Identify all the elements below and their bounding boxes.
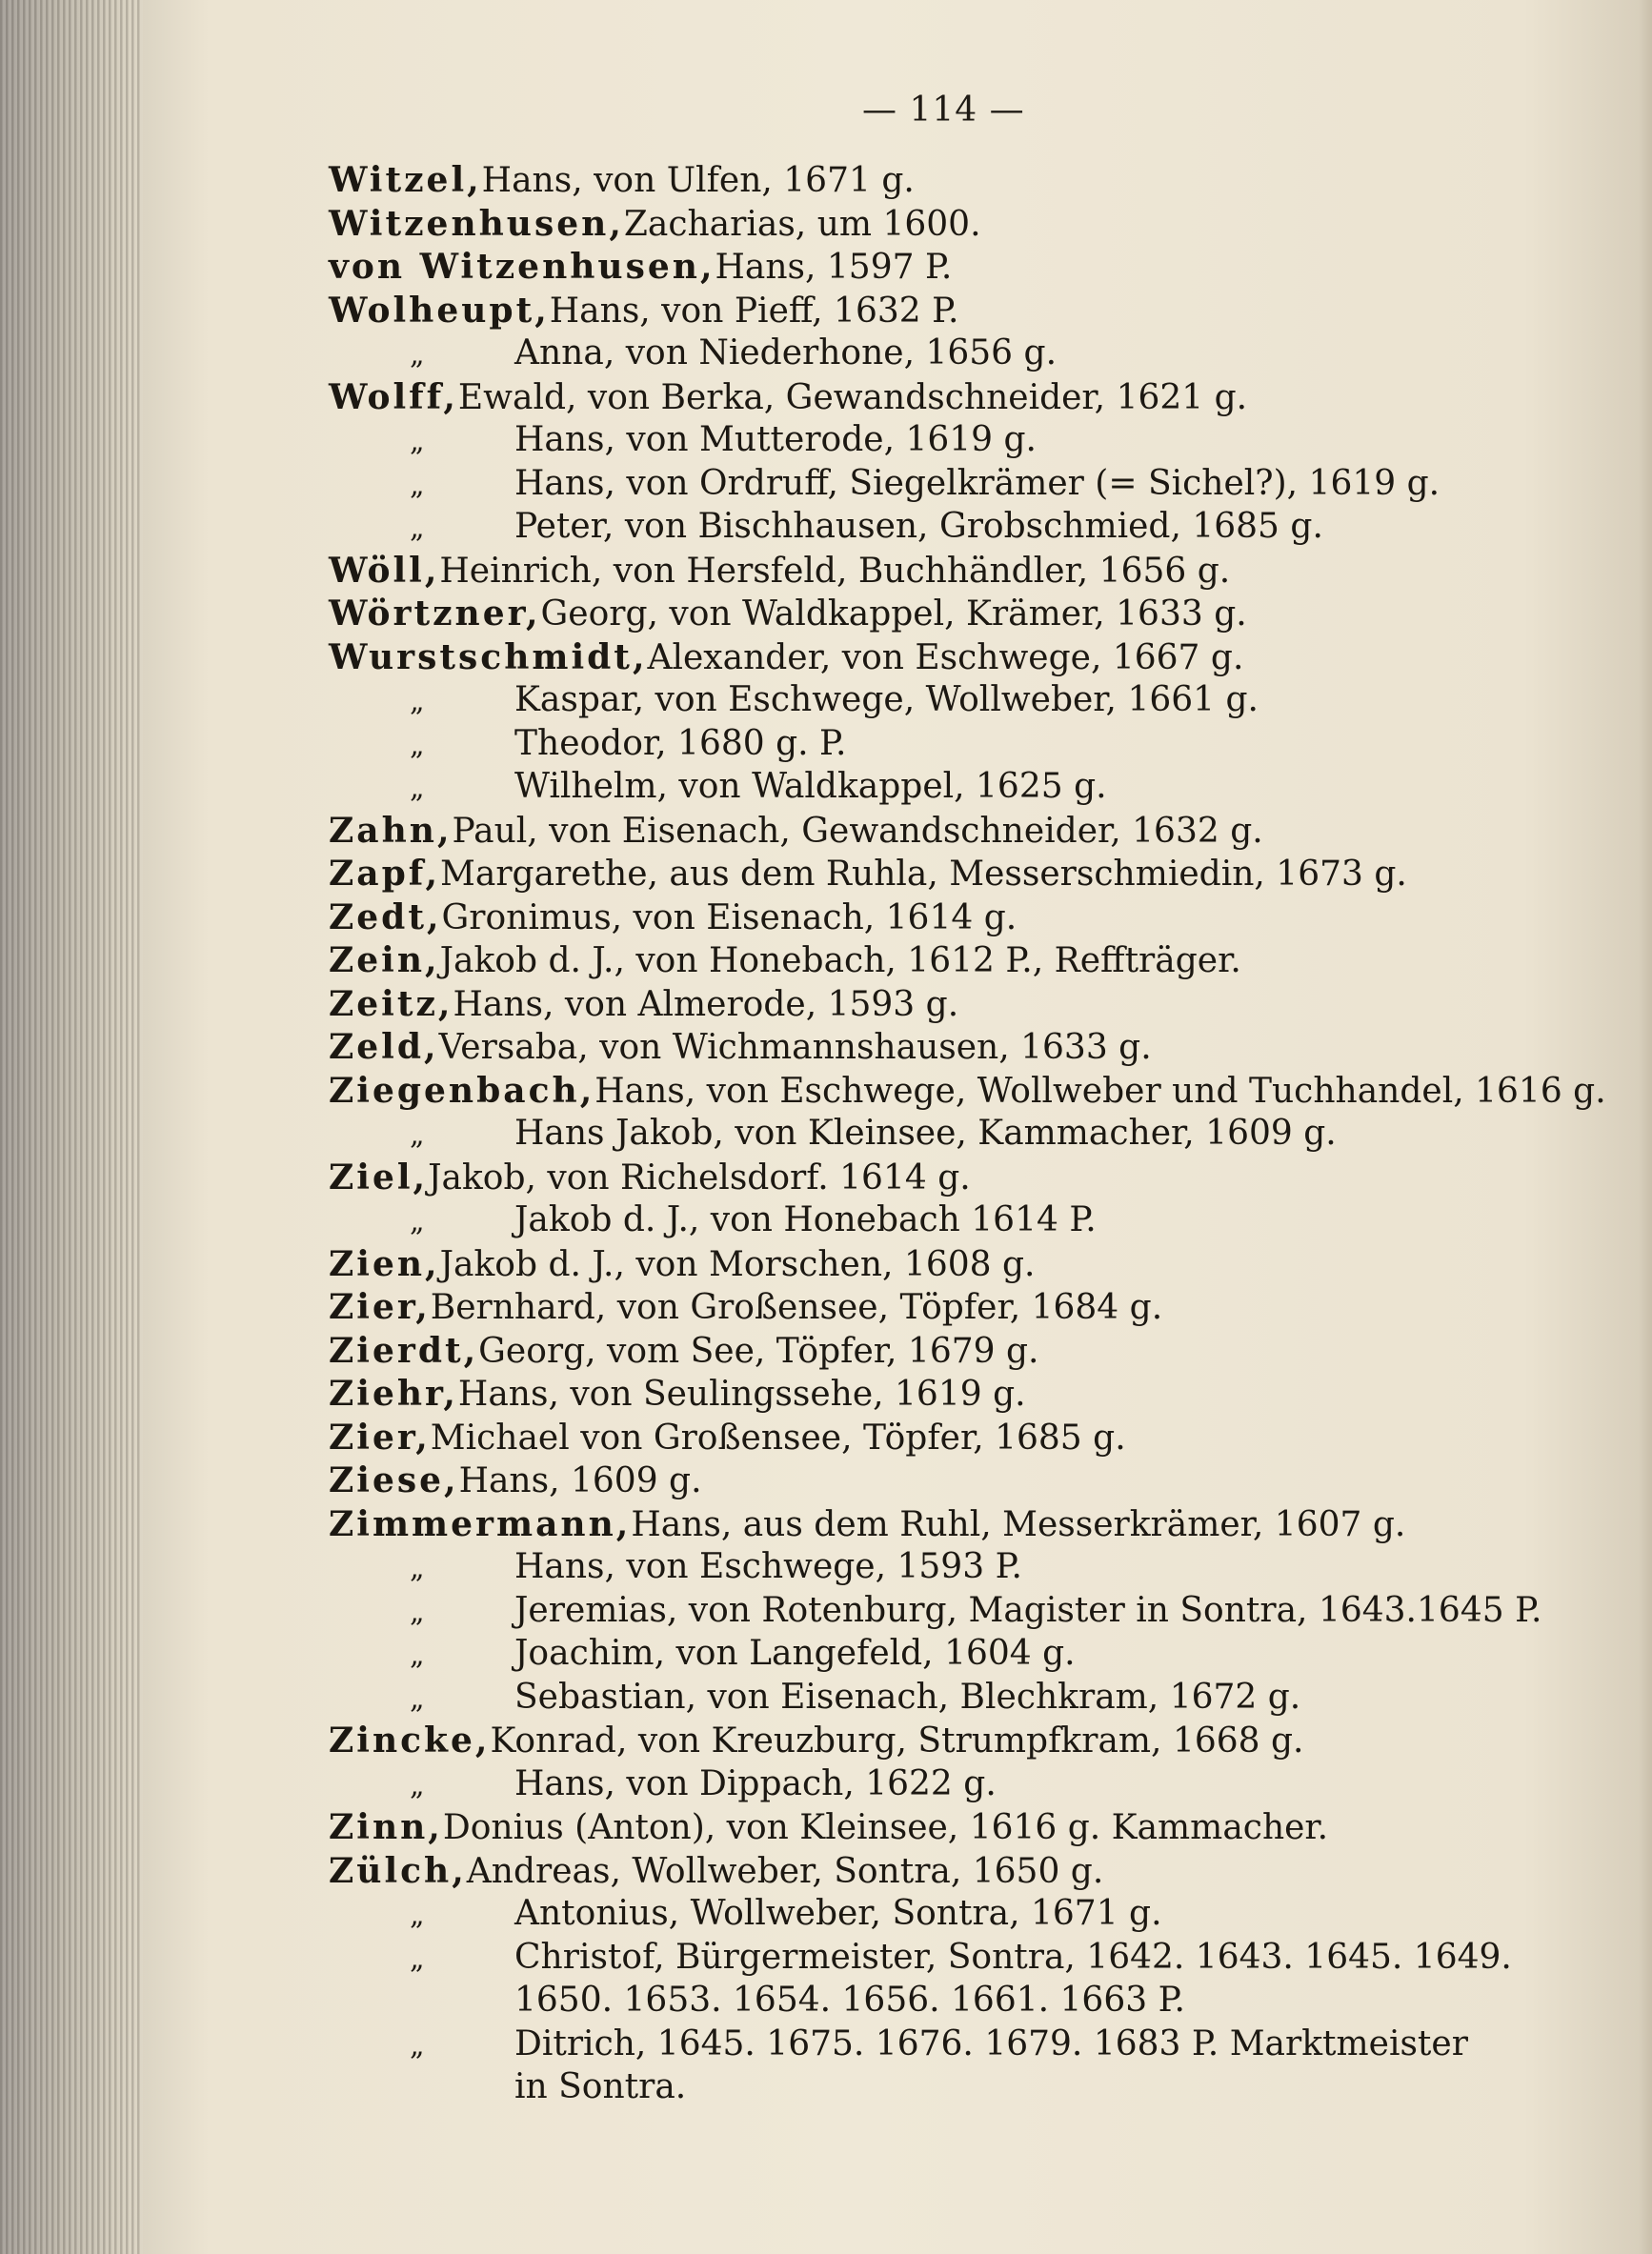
entry-details: Hans, von Eschwege, Wollweber und Tuchhandel, 1616 g.: [594, 1071, 1606, 1111]
entry-details: Anna, von Niederhone, 1656 g.: [514, 333, 1058, 372]
entry-details: Hans, aus dem Ruhl, Messerkrämer, 1607 g.: [631, 1504, 1406, 1544]
page-number: — 114 —: [862, 91, 1025, 130]
entry-line: [329, 1851, 1567, 1895]
entry-line: [329, 1764, 1567, 1808]
entry-details: Antonius, Wollweber, Sontra, 1671 g.: [514, 1894, 1162, 1933]
entry-line: [329, 984, 1567, 1028]
entry-details: Alexander, von Eschwege, 1667 g.: [647, 637, 1244, 677]
entry-details: Hans, von Ordruff, Siegelkrämer (= Sichel?), 1619 g.: [514, 463, 1440, 503]
entry-line: [329, 637, 1567, 681]
entry-line: [329, 1591, 1567, 1635]
ditto-mark: „: [410, 1942, 425, 1976]
surname: Zeitz,: [329, 983, 453, 1024]
entry-line: [329, 897, 1567, 941]
entry-line: [329, 160, 1567, 204]
ditto-mark: „: [410, 1595, 425, 1629]
entry-line: [329, 507, 1567, 551]
entry-line: [329, 767, 1567, 811]
entry-line: [329, 1678, 1567, 1721]
surname: Ziehr,: [329, 1374, 458, 1414]
entry-details: Ditrich, 1645. 1675. 1676. 1679. 1683 P. Marktmeister: [514, 2023, 1468, 2063]
entry-details: Kaspar, von Eschwege, Wollweber, 1661 g.: [514, 680, 1259, 719]
entry-details: Hans, von Seulingssehe, 1619 g.: [457, 1375, 1026, 1414]
surname: Zier,: [329, 1287, 431, 1327]
entry-line: [329, 1938, 1567, 1982]
entry-line: [329, 940, 1567, 984]
entry-details: Hans Jakob, von Kleinsee, Kammacher, 1609 g.: [514, 1114, 1337, 1153]
surname: Ziegenbach,: [329, 1070, 595, 1111]
ditto-mark: „: [410, 1639, 425, 1672]
entry-line: [329, 333, 1567, 377]
entry-line: [329, 1244, 1567, 1288]
entry-line: [329, 291, 1567, 334]
surname: Zierdt,: [329, 1330, 479, 1371]
surname: Wolff,: [329, 376, 458, 417]
entry-line: [329, 1200, 1567, 1244]
entry-line: [329, 1721, 1567, 1764]
entry-line: [329, 1634, 1567, 1678]
entry-line: [329, 811, 1567, 855]
book-spine-edge: [0, 0, 143, 2254]
ditto-mark: „: [410, 1118, 425, 1152]
surname: Zier,: [329, 1417, 431, 1458]
surname: Zimmermann,: [329, 1503, 632, 1544]
entry-details: Christof, Bürgermeister, Sontra, 1642. 1643. 1645. 1649.: [514, 1937, 1512, 1977]
entry-details: Gronimus, von Eisenach, 1614 g.: [441, 897, 1017, 937]
ditto-mark: „: [410, 1899, 425, 1932]
entry-list: [329, 160, 1606, 2111]
ditto-mark: „: [410, 1681, 425, 1716]
ditto-mark: „: [410, 1768, 425, 1802]
entry-line: [329, 1070, 1606, 1115]
entry-line: [329, 1894, 1567, 1938]
entry-line: [329, 1157, 1567, 1201]
entry-continuation-line: [329, 2067, 1567, 2111]
entry-details: Konrad, von Kreuzburg, Strumpfkram, 1668 g.: [490, 1721, 1304, 1761]
entry-line: [329, 680, 1567, 724]
entry-details: Jakob, von Richelsdorf. 1614 g.: [428, 1157, 971, 1197]
surname: Wöll,: [329, 550, 440, 591]
ditto-mark: „: [410, 1205, 425, 1238]
entry-line: [329, 1331, 1567, 1375]
surname: Zincke,: [329, 1721, 491, 1761]
entry-details: Ewald, von Berka, Gewandschneider, 1621 g.: [457, 377, 1248, 417]
ditto-mark: „: [410, 2028, 425, 2063]
entry-details: Donius (Anton), von Kleinsee, 1616 g. Kammacher.: [442, 1808, 1329, 1847]
entry-details: Hans, von Dippach, 1622 g.: [514, 1763, 997, 1803]
ditto-mark: „: [410, 685, 425, 718]
surname: Zinn,: [329, 1807, 443, 1847]
entry-details: Paul, von Eisenach, Gewandschneider, 1632 g.: [452, 811, 1263, 851]
ditto-mark: „: [410, 425, 425, 458]
entry-line: [329, 551, 1567, 594]
entry-line: [329, 1374, 1567, 1418]
surname: Wolheupt,: [329, 290, 550, 331]
entry-details: Hans, 1609 g.: [458, 1461, 702, 1500]
surname: Zein,: [329, 940, 440, 980]
entry-line: [329, 420, 1567, 464]
entry-line: [329, 1807, 1567, 1851]
entry-details: in Sontra.: [514, 2067, 687, 2106]
entry-line: [329, 1027, 1567, 1071]
entry-details: Georg, von Waldkappel, Krämer, 1633 g.: [540, 594, 1247, 634]
entry-details: Hans, von Pieff, 1632 P.: [549, 291, 959, 331]
entry-details: Jakob d. J., von Honebach, 1612 P., Reffträger.: [439, 941, 1241, 980]
entry-details: Jakob d. J., von Morschen, 1608 g.: [439, 1244, 1036, 1284]
entry-details: Hans, 1597 P.: [715, 248, 953, 287]
entry-details: Hans, von Mutterode, 1619 g.: [514, 420, 1037, 459]
entry-details: Andreas, Wollweber, Sontra, 1650 g.: [466, 1851, 1104, 1891]
entry-line: [329, 1460, 1567, 1504]
ditto-mark: „: [410, 468, 425, 502]
entry-details: Georg, vom See, Töpfer, 1679 g.: [478, 1331, 1039, 1371]
surname: Wurstschmidt,: [329, 636, 648, 677]
surname: Zedt,: [329, 896, 442, 937]
surname: Zahn,: [329, 810, 453, 851]
entry-line: [329, 1504, 1567, 1548]
entry-line: [329, 594, 1567, 637]
entry-line: [329, 1287, 1567, 1331]
surname: Ziese,: [329, 1460, 459, 1500]
ditto-mark: „: [410, 512, 425, 545]
entry-line: [329, 854, 1567, 897]
entry-details: Zacharias, um 1600.: [623, 204, 981, 244]
entry-details: Heinrich, von Hersfeld, Buchhändler, 1656 g.: [439, 551, 1231, 591]
surname: Ziel,: [329, 1157, 429, 1197]
entry-details: Sebastian, von Eisenach, Blechkram, 1672 g.: [514, 1677, 1301, 1717]
entry-details: Joachim, von Langefeld, 1604 g.: [514, 1634, 1076, 1673]
surname: Wörtzner,: [329, 594, 541, 634]
entry-line: [329, 247, 1567, 291]
surname: Zapf,: [329, 854, 441, 894]
entry-details: Jeremias, von Rotenburg, Magister in Sontra, 1643.1645 P.: [514, 1590, 1542, 1630]
surname: von Witzenhusen,: [329, 247, 715, 287]
entry-line: [329, 464, 1567, 508]
entry-line: [329, 1547, 1567, 1591]
ditto-mark: „: [410, 1552, 425, 1585]
ditto-mark: „: [410, 728, 425, 762]
entry-line: [329, 1114, 1567, 1157]
entry-details: Hans, von Eschwege, 1593 P.: [514, 1547, 1022, 1586]
entry-line: [329, 1418, 1567, 1461]
entry-details: Wilhelm, von Waldkappel, 1625 g.: [514, 767, 1107, 806]
entry-line: [329, 2024, 1567, 2068]
entry-details: Jakob d. J., von Honebach 1614 P.: [514, 1200, 1097, 1239]
entry-details: Michael von Großensee, Töpfer, 1685 g.: [430, 1418, 1126, 1458]
surname: Witzel,: [329, 160, 482, 200]
entry-details: Hans, von Ulfen, 1671 g.: [481, 161, 915, 200]
entry-details: Peter, von Bischhausen, Grobschmied, 1685 g.: [514, 507, 1323, 546]
entry-details: Theodor, 1680 g. P.: [514, 723, 847, 763]
surname: Witzenhusen,: [329, 203, 624, 244]
surname: Zien,: [329, 1243, 440, 1284]
entry-line: [329, 377, 1567, 421]
entry-line: [329, 724, 1567, 768]
surname: Zülch,: [329, 1850, 467, 1891]
entry-details: Hans, von Almerode, 1593 g.: [453, 984, 959, 1024]
entry-details: Margarethe, aus dem Ruhla, Messerschmiedin, 1673 g.: [440, 855, 1407, 894]
ditto-mark: „: [410, 772, 425, 805]
entry-continuation-line: [329, 1981, 1567, 2024]
ditto-mark: „: [410, 338, 425, 372]
surname: Zeld,: [329, 1027, 439, 1067]
entry-details: Versaba, von Wichmannshausen, 1633 g.: [438, 1028, 1152, 1067]
entry-line: [329, 204, 1567, 248]
entry-details: 1650. 1653. 1654. 1656. 1661. 1663 P.: [514, 1981, 1185, 2020]
entry-details: Bernhard, von Großensee, Töpfer, 1684 g.: [430, 1288, 1163, 1327]
